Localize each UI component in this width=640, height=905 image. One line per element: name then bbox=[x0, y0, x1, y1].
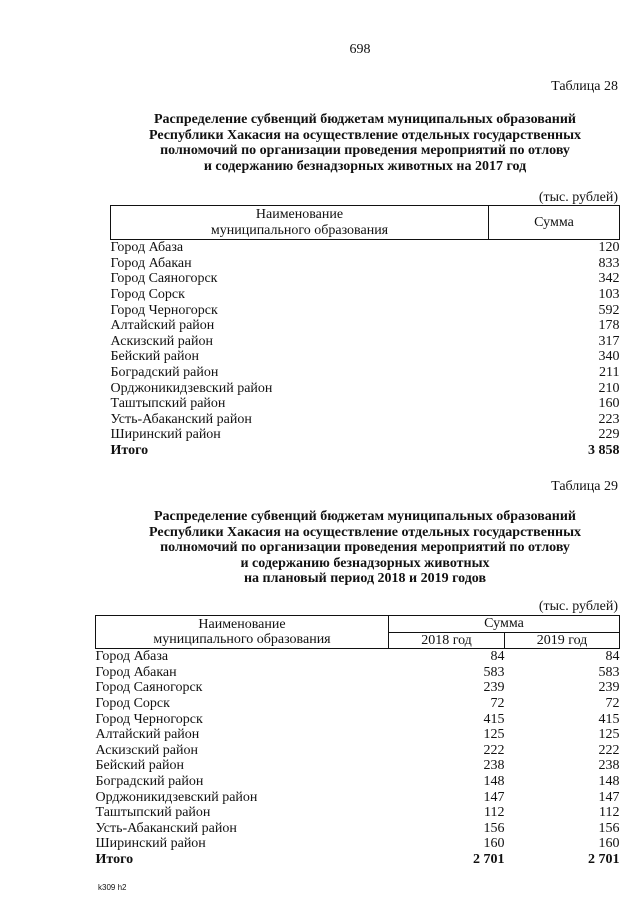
table-29-title bbox=[100, 509, 630, 587]
cell: 120 bbox=[598, 240, 620, 256]
table-28-label: Таблица 28 bbox=[551, 79, 618, 94]
cell: 156 bbox=[483, 820, 505, 836]
cell: 178 bbox=[598, 318, 620, 334]
cell: 239 bbox=[598, 680, 620, 696]
cell: Ширинский район bbox=[110, 427, 221, 443]
cell: 223 bbox=[598, 411, 620, 427]
cell: Ширинский район bbox=[95, 836, 206, 852]
cell: Город Саяногорск bbox=[95, 680, 203, 696]
cell: 84 bbox=[490, 649, 505, 665]
cell: Город Черногорск bbox=[110, 302, 218, 318]
cell: Бейский район bbox=[95, 758, 184, 774]
cell: 148 bbox=[598, 773, 620, 789]
table-row bbox=[96, 774, 620, 790]
cell: 103 bbox=[598, 286, 620, 302]
table-row bbox=[111, 318, 620, 334]
table-29 bbox=[95, 615, 620, 868]
table-row bbox=[96, 649, 620, 665]
title-line: полномочий по организации проведения мероприятий по отлову bbox=[160, 540, 570, 555]
table-row bbox=[96, 836, 620, 852]
cell: 211 bbox=[599, 364, 620, 380]
table-row bbox=[96, 696, 620, 712]
cell: 222 bbox=[483, 742, 505, 758]
cell: 72 bbox=[490, 695, 505, 711]
cell: 125 bbox=[483, 727, 505, 743]
cell: 229 bbox=[598, 427, 620, 443]
cell: Город Абаза bbox=[110, 240, 184, 256]
table-row bbox=[96, 743, 620, 759]
cell: Город Саяногорск bbox=[110, 271, 218, 287]
cell: Боградский район bbox=[95, 773, 204, 789]
cell: Орджоникидзевский район bbox=[110, 380, 273, 396]
cell: Город Сорск bbox=[110, 286, 185, 302]
cell: 112 bbox=[599, 805, 620, 821]
cell: 415 bbox=[598, 711, 620, 727]
cell: Итого bbox=[110, 442, 149, 458]
table-row bbox=[111, 240, 620, 256]
cell: 583 bbox=[598, 664, 620, 680]
cell: Таштыпский район bbox=[110, 396, 226, 412]
cell: 222 bbox=[598, 742, 620, 758]
total-row bbox=[111, 443, 620, 459]
cell: 84 bbox=[605, 649, 620, 665]
title-line: Распределение субвенций бюджетам муниципальных образований bbox=[154, 509, 576, 524]
table-row bbox=[111, 287, 620, 303]
cell: 238 bbox=[483, 758, 505, 774]
cell: 833 bbox=[598, 255, 620, 271]
title-line: и содержанию безнадзорных животных на 2017 год bbox=[203, 158, 527, 174]
header-name: Наименование муниципального образования bbox=[96, 616, 389, 649]
cell: 160 bbox=[483, 836, 505, 852]
table-row bbox=[96, 665, 620, 681]
cell: Бейский район bbox=[110, 349, 199, 365]
header-2018: 2018 год bbox=[389, 632, 505, 649]
cell: Боградский район bbox=[110, 364, 219, 380]
cell: Город Абаза bbox=[95, 649, 169, 665]
cell: 340 bbox=[598, 349, 620, 365]
cell: Усть-Абаканский район bbox=[110, 411, 252, 427]
table-row bbox=[111, 381, 620, 397]
title-line: полномочий по организации проведения мероприятий по отлову bbox=[160, 143, 570, 158]
total-row bbox=[96, 852, 620, 868]
cell: 583 bbox=[483, 664, 505, 680]
cell: 2 701 bbox=[588, 851, 620, 867]
cell: 317 bbox=[598, 333, 620, 349]
cell: 156 bbox=[598, 820, 620, 836]
title-line: Республики Хакасия на осуществление отдельных государственных bbox=[148, 127, 582, 143]
table-row bbox=[111, 365, 620, 381]
table-28-unit: (тыс. рублей) bbox=[538, 190, 618, 205]
cell: 148 bbox=[483, 773, 505, 789]
cell: 147 bbox=[598, 789, 620, 805]
table-row bbox=[111, 256, 620, 272]
table-29-label: Таблица 29 bbox=[551, 479, 618, 494]
title-line: Республики Хакасия на осуществление отдельных государственных bbox=[148, 524, 582, 540]
page-number: 698 bbox=[349, 42, 371, 57]
footer-code: k309 h2 bbox=[98, 883, 127, 892]
table-row bbox=[111, 349, 620, 365]
header-sum: Сумма bbox=[489, 206, 620, 240]
cell: 415 bbox=[483, 711, 505, 727]
cell: Усть-Абаканский район bbox=[95, 820, 237, 836]
cell: 238 bbox=[598, 758, 620, 774]
title-line: Распределение субвенций бюджетам муниципальных образований bbox=[154, 112, 576, 127]
cell: 210 bbox=[598, 380, 620, 396]
table-row bbox=[111, 412, 620, 428]
cell: Аскизский район bbox=[110, 333, 213, 349]
table-row bbox=[96, 821, 620, 837]
table-row bbox=[111, 303, 620, 319]
title-line: на плановый период 2018 и 2019 годов bbox=[243, 571, 487, 586]
header-sum: Сумма bbox=[389, 616, 620, 633]
table-row bbox=[96, 712, 620, 728]
table-row bbox=[111, 271, 620, 287]
cell: Город Абакан bbox=[95, 664, 177, 680]
header-2019: 2019 год bbox=[505, 632, 620, 649]
cell: 3 858 bbox=[588, 442, 620, 458]
cell: Итого bbox=[95, 851, 134, 867]
cell: 239 bbox=[483, 680, 505, 696]
table-row bbox=[96, 790, 620, 806]
cell: Орджоникидзевский район bbox=[95, 789, 258, 805]
cell: Город Абакан bbox=[110, 255, 192, 271]
cell: 147 bbox=[483, 789, 505, 805]
cell: Город Сорск bbox=[95, 695, 170, 711]
table-row bbox=[96, 758, 620, 774]
table-row bbox=[96, 680, 620, 696]
cell: Алтайский район bbox=[95, 727, 200, 743]
cell: 592 bbox=[598, 302, 620, 318]
cell: 125 bbox=[598, 727, 620, 743]
cell: 112 bbox=[484, 805, 505, 821]
cell: Таштыпский район bbox=[95, 805, 211, 821]
cell: 160 bbox=[598, 396, 620, 412]
title-line: и содержанию безнадзорных животных bbox=[240, 555, 490, 571]
cell: 342 bbox=[598, 271, 620, 287]
table-row bbox=[111, 334, 620, 350]
table-row bbox=[111, 396, 620, 412]
table-row bbox=[111, 427, 620, 443]
table-row bbox=[96, 805, 620, 821]
cell: Город Черногорск bbox=[95, 711, 203, 727]
cell: 2 701 bbox=[473, 851, 505, 867]
table-row bbox=[96, 727, 620, 743]
table-28 bbox=[110, 205, 620, 459]
table-29-unit: (тыс. рублей) bbox=[538, 599, 618, 614]
cell: 160 bbox=[598, 836, 620, 852]
cell: Аскизский район bbox=[95, 742, 198, 758]
cell: Алтайский район bbox=[110, 318, 215, 334]
cell: 72 bbox=[605, 695, 620, 711]
table-28-title bbox=[100, 112, 630, 174]
header-name: Наименование муниципального образования bbox=[111, 206, 489, 240]
